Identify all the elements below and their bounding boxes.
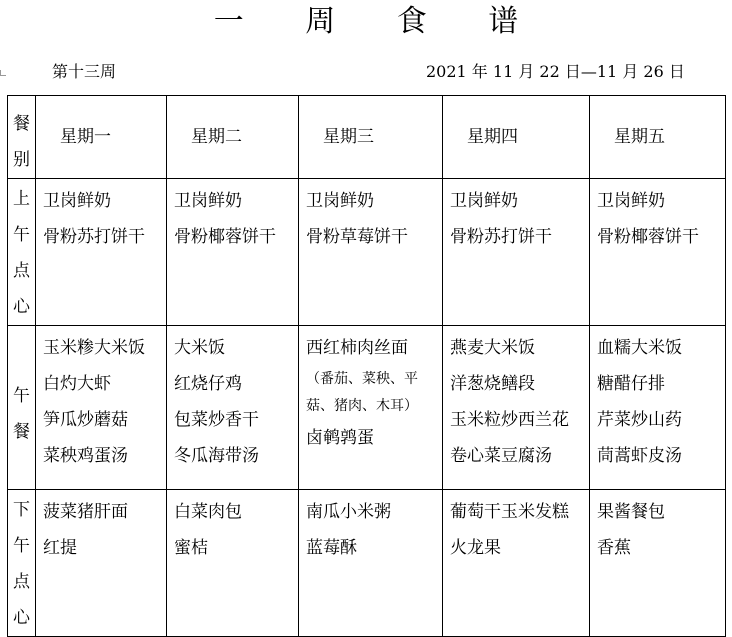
menu-item: 笋瓜炒蘑菇 [43,410,128,430]
menu-cell-mon-lunch [36,326,167,490]
row-label-char: 点 [13,572,30,592]
menu-item: 卫岗鲜奶 [43,191,111,211]
corner-label [8,96,36,179]
menu-item: 火龙果 [450,538,501,558]
menu-item: 葡萄干玉米发糕 [450,502,569,522]
menu-cell-mon-morning [36,179,167,326]
menu-item: 骨粉苏打饼干 [43,227,145,247]
menu-item: 骨粉苏打饼干 [450,227,552,247]
menu-item: 燕麦大米饭 [450,338,535,358]
menu-item: 白菜肉包 [174,502,242,522]
row-label-lunch [8,326,36,490]
menu-item: 南瓜小米粥 [306,502,391,522]
menu-item: 蜜桔 [174,538,208,558]
page-title: 一 周 食 谱 [213,4,545,39]
weekly-menu-table [7,95,726,637]
menu-item: 菠菜猪肝面 [43,502,128,522]
menu-item: 红烧仔鸡 [174,374,242,394]
header-row [8,96,726,179]
menu-item: 骨粉草莓饼干 [306,227,408,247]
menu-cell-wed-morning [299,179,443,326]
menu-item: 卤鹌鹑蛋 [306,428,374,448]
menu-cell-tue-morning [167,179,299,326]
menu-item: 骨粉椰蓉饼干 [174,227,276,247]
menu-item: 玉米粒炒西兰花 [450,410,569,430]
row-label-char: 午 [13,225,30,245]
menu-item: 菜秧鸡蛋汤 [43,446,128,466]
afternoon-snack-row [8,490,726,637]
corner-label-char: 别 [13,150,30,170]
menu-item: 蓝莓酥 [306,538,357,558]
menu-cell-thu-morning [443,179,590,326]
day-header-fri: 星期五 [590,96,726,179]
menu-cell-fri-morning [590,179,726,326]
menu-cell-fri-afternoon [590,490,726,637]
menu-item: 糖醋仔排 [597,374,665,394]
menu-item: 冬瓜海带汤 [174,446,259,466]
row-label-morning-snack [8,179,36,326]
day-header-wed: 星期三 [299,96,443,179]
menu-cell-wed-lunch [299,326,443,490]
date-range: 2021 年 11 月 22 日—11 月 26 日 [426,62,685,81]
menu-item: 卫岗鲜奶 [174,191,242,211]
margin-marker [0,70,6,76]
menu-item: 茼蒿虾皮汤 [597,446,682,466]
menu-item: 洋葱烧鳝段 [450,374,535,394]
menu-item: 白灼大虾 [43,374,111,394]
menu-item: 卫岗鲜奶 [597,191,665,211]
row-label-char: 上 [13,189,30,209]
menu-item: 卫岗鲜奶 [450,191,518,211]
row-label-char: 点 [13,261,30,281]
row-label-char: 心 [13,608,30,628]
menu-cell-wed-afternoon [299,490,443,637]
menu-item: 香蕉 [597,538,631,558]
menu-item: 包菜炒香干 [174,410,259,430]
menu-cell-tue-lunch [167,326,299,490]
week-label: 第十三周 [52,62,117,81]
menu-item: 西红柿肉丝面 [306,338,408,358]
menu-item: 红提 [43,538,77,558]
menu-item: 大米饭 [174,338,225,358]
ingredient-note: （番茄、菜秧、平菇、猪肉、木耳） [306,371,418,414]
row-label-char: 心 [13,297,30,317]
row-label-char: 午 [13,386,30,406]
row-label-char: 下 [13,500,30,520]
lunch-row [8,326,726,490]
menu-item: 芹菜炒山药 [597,410,682,430]
corner-label-char: 餐 [13,114,30,134]
row-label-afternoon-snack [8,490,36,637]
menu-item: 骨粉椰蓉饼干 [597,227,699,247]
menu-cell-thu-afternoon [443,490,590,637]
menu-cell-thu-lunch [443,326,590,490]
menu-cell-mon-afternoon [36,490,167,637]
morning-snack-row [8,179,726,326]
menu-item: 卷心菜豆腐汤 [450,446,552,466]
row-label-char: 午 [13,536,30,556]
menu-item: 血糯大米饭 [597,338,682,358]
day-header-thu: 星期四 [443,96,590,179]
menu-item: 玉米糁大米饭 [43,338,145,358]
menu-cell-fri-lunch [590,326,726,490]
menu-cell-tue-afternoon [167,490,299,637]
menu-item: 卫岗鲜奶 [306,191,374,211]
row-label-char: 餐 [13,422,30,442]
day-header-mon: 星期一 [36,96,167,179]
day-header-tue: 星期二 [167,96,299,179]
menu-item: 果酱餐包 [597,502,665,522]
